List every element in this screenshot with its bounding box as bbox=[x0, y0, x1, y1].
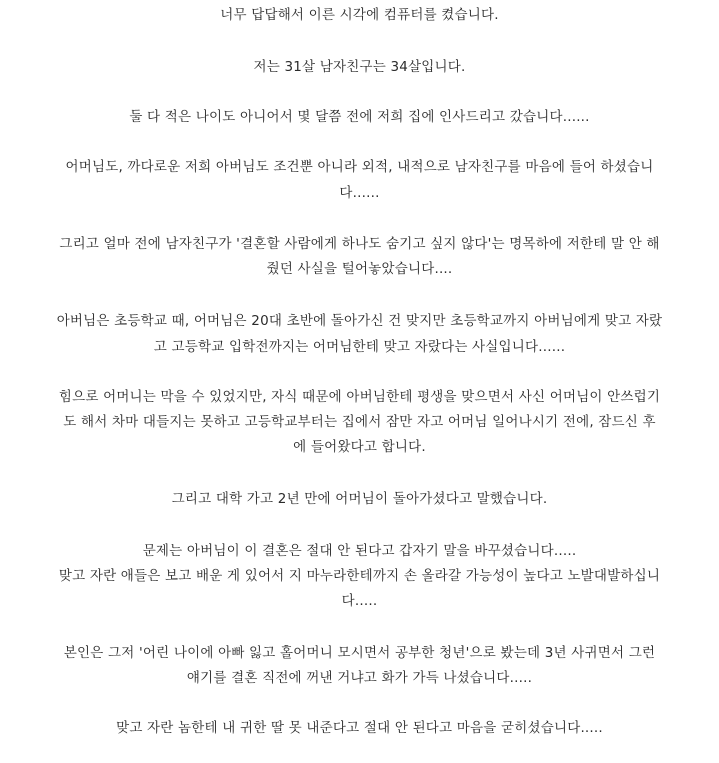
text-line: 줬던 사실을 털어놓았습니다.... bbox=[266, 261, 453, 277]
text-line: 어머님도, 까다로운 저희 아버님도 조건뿐 아니라 외적, 내적으로 남자친구를 마음에 들어 하셨습니 bbox=[65, 159, 654, 175]
text-line: 아버님은 초등학교 때, 어머님은 20대 초반에 돌아가신 건 맞지만 초등학교까지 아버님에게 맞고 자랐 bbox=[56, 313, 663, 329]
text-line: 에 들어왔다고 합니다. bbox=[293, 439, 426, 455]
text-line: 힘으로 어머니는 막을 수 있었지만, 자식 때문에 아버님한테 평생을 맞으면서 사신 어머님이 안쓰럽기 bbox=[58, 389, 661, 405]
text-line: 본인은 그저 '어린 나이에 아빠 잃고 홀어머니 모시면서 공부한 청년'으로 봤는데 3년 사귀면서 그런 bbox=[63, 645, 656, 661]
text-line: 도 해서 차마 대들지는 못하고 고등학교부터는 집에서 잠만 자고 어머님 일어나시기 전에, 잠드신 후 bbox=[63, 414, 656, 430]
text-line: 얘기를 결혼 직전에 꺼낸 거냐고 화가 가득 나셨습니다..... bbox=[186, 670, 533, 686]
text-line: 다...... bbox=[339, 185, 380, 201]
text-line: 너무 답답해서 이른 시각에 컴퓨터를 켰습니다. bbox=[220, 7, 499, 23]
text-line: 다..... bbox=[341, 593, 378, 609]
text-line: 맞고 자란 놈한테 내 귀한 딸 못 내준다고 절대 안 된다고 마음을 굳히셨습니다..... bbox=[116, 720, 603, 736]
text-line: 저는 31살 남자친구는 34살입니다. bbox=[253, 59, 466, 75]
text-line: 고 고등학교 입학전까지는 어머님한테 맞고 자랐다는 사실입니다...... bbox=[153, 339, 566, 355]
text-line: 문제는 아버님이 이 결혼은 절대 안 된다고 갑자기 말을 바꾸셨습니다..... bbox=[142, 543, 577, 559]
text-line: 맞고 자란 애들은 보고 배운 게 있어서 지 마누라한테까지 손 올라갈 가능성이 높다고 노발대발하십니 bbox=[58, 568, 661, 584]
text-line: 그리고 얼마 전에 남자친구가 '결혼할 사람에게 하나도 숨기고 싶지 않다'는 명목하에 저한테 말 안 해 bbox=[59, 236, 660, 252]
text-line: 그리고 대학 가고 2년 만에 어머님이 돌아가셨다고 말했습니다. bbox=[171, 491, 548, 507]
text-line: 둘 다 적은 나이도 아니어서 몇 달쯤 전에 저희 집에 인사드리고 갔습니다...... bbox=[129, 109, 590, 125]
